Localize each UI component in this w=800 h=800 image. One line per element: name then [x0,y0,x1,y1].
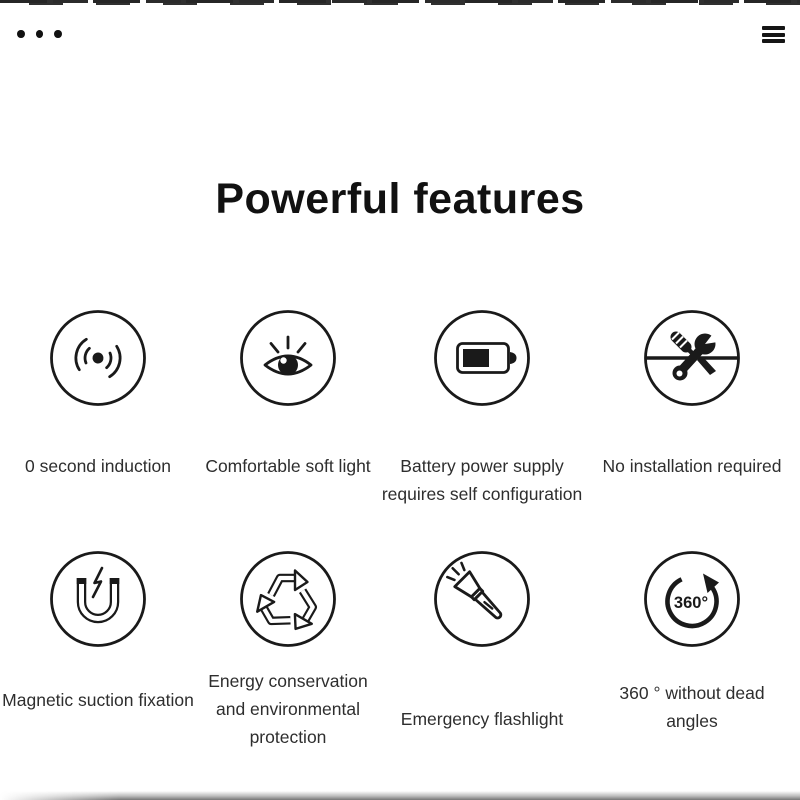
dot-icon [36,30,44,38]
induction-icon [48,308,148,408]
feature-item-no-installation [592,308,792,480]
hamburger-icon [762,26,785,30]
rotate-360-label: 360° [673,594,709,612]
rotate-360-icon [642,549,742,649]
magnet-icon [48,549,148,649]
feature-label: No installation required [602,456,782,476]
dot-icon [54,30,62,38]
feature-item-flashlight [384,549,580,733]
feature-item-soft-light [190,308,386,480]
hamburger-icon [762,39,785,43]
cropped-content-strip [0,0,800,5]
hamburger-icon [762,33,785,37]
recycle-icon [238,549,338,649]
feature-label: Battery power supply requires self configuration [381,456,583,504]
feature-label: Emergency flashlight [400,709,564,729]
feature-label: 360 ° without dead angles [619,683,765,731]
feature-item-induction [0,308,196,480]
feature-label: Comfortable soft light [205,456,371,476]
feature-label: Energy conservation and environmental protection [208,671,368,747]
flashlight-icon [432,549,532,649]
feature-item-magnet [0,549,196,714]
page-title: Powerful features [215,174,585,223]
no-installation-icon [642,308,742,408]
feature-item-360 [592,549,792,735]
battery-icon [432,308,532,408]
menu-button[interactable] [762,26,785,43]
bottom-gradient-bar [0,791,800,800]
feature-label: 0 second induction [25,456,171,476]
eye-icon [238,308,338,408]
dot-icon [17,30,25,38]
feature-item-recycle [190,549,386,751]
feature-label: Magnetic suction fixation [2,690,194,710]
more-options-button[interactable] [17,30,62,38]
feature-item-battery [381,308,583,508]
